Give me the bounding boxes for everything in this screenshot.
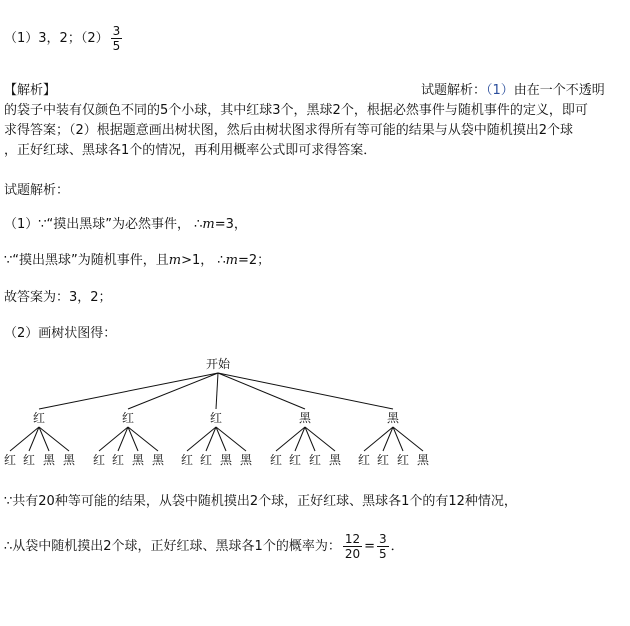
- tree-leaf-label: 红: [180, 453, 194, 467]
- tree-leaf-label: 红: [22, 453, 36, 467]
- tree-leaf-label: 黑: [328, 453, 342, 467]
- answer-fraction: $\frac{3}{5}$: [112, 24, 121, 53]
- tree-leaf-label: 红: [357, 453, 371, 467]
- tree-leaf-label: 红: [396, 453, 410, 467]
- tree-leaf-label: 黑: [42, 453, 56, 467]
- tree-edge-leaf: [187, 427, 216, 451]
- tree-node-level1: 红: [121, 411, 135, 425]
- tree-leaf-label: 红: [308, 453, 322, 467]
- tree-edge-root-1: [128, 373, 218, 409]
- tree-leaf-label: 黑: [239, 453, 253, 467]
- answer-line: [4, 24, 124, 53]
- analysis-line-4: ，正好红球、黑球各1个的情况，再利用概率公式即可求得答案．: [4, 143, 377, 158]
- step1b: ∵“摸出黑球”为随机事件，且m>1， ∴m=2；: [4, 253, 271, 268]
- fraction-12-20: $\frac{12}{20}$: [344, 532, 361, 561]
- conclusion-line-2: ∴从袋中随机摸出2个球，正好红球、黑球各1个的概率为： $\frac{12}{20}$ = $\frac{3}{5}$ ．: [4, 532, 404, 561]
- tree-leaf-label: 红: [288, 453, 302, 467]
- conclusion-line-1: ∵共有20种等可能的结果，从袋中随机摸出2个球，正好红球、黑球各1个的有12种情况，: [4, 494, 517, 509]
- tree-edge-root-4: [218, 373, 393, 409]
- tree-leaf-label: 红: [199, 453, 213, 467]
- analysis-heading: 【解析】: [4, 83, 57, 98]
- analysis-line-3: 求得答案；（2）根据题意画出树状图，然后由树状图求得所有等可能的结果与从袋中随机摸出2个球: [4, 123, 574, 138]
- solution-title: 试题解析：: [4, 183, 70, 198]
- tree-root-label: 开始: [205, 357, 231, 371]
- tree-leaf-label: 黑: [62, 453, 76, 467]
- tree-edge-leaf: [364, 427, 393, 451]
- analysis-line-2: 的袋子中装有仅颜色不同的5个小球，其中红球3个，黑球2个，根据必然事件与随机事件的定义，即可: [4, 103, 588, 118]
- tree-edge-leaf: [10, 427, 39, 451]
- tree-intro: （2）画树状图得：: [4, 326, 117, 341]
- tree-diagram: [0, 350, 630, 480]
- tree-edge-root-2: [216, 373, 218, 409]
- tree-leaf-label: 黑: [416, 453, 430, 467]
- step1a: （1）∵“摸出黑球”为必然事件， ∴m=3，: [4, 217, 247, 232]
- tree-leaf-label: 红: [376, 453, 390, 467]
- tree-leaf-label: 红: [269, 453, 283, 467]
- tree-edge-leaf: [99, 427, 128, 451]
- tree-leaf-label: 红: [3, 453, 17, 467]
- tree-node-level1: 红: [209, 411, 223, 425]
- analysis-right-line: 试题解析：（1）由在一个不透明: [421, 83, 605, 98]
- tree-edge-root-3: [218, 373, 305, 409]
- tree-leaf-label: 红: [111, 453, 125, 467]
- tree-node-level1: 黑: [386, 411, 400, 425]
- tree-edge-root-0: [39, 373, 218, 409]
- tree-node-level1: 红: [32, 411, 46, 425]
- fraction-3-5: $\frac{3}{5}$: [379, 532, 387, 561]
- tree-leaf-label: 黑: [219, 453, 233, 467]
- tree-node-level1: 黑: [298, 411, 312, 425]
- tree-leaf-label: 黑: [131, 453, 145, 467]
- answer-restated: 故答案为：3，2；: [4, 290, 112, 305]
- tree-edge-leaf: [276, 427, 305, 451]
- tree-leaf-label: 红: [92, 453, 106, 467]
- tree-leaf-label: 黑: [151, 453, 165, 467]
- answer-text: （1）3，2；（2）: [4, 31, 109, 46]
